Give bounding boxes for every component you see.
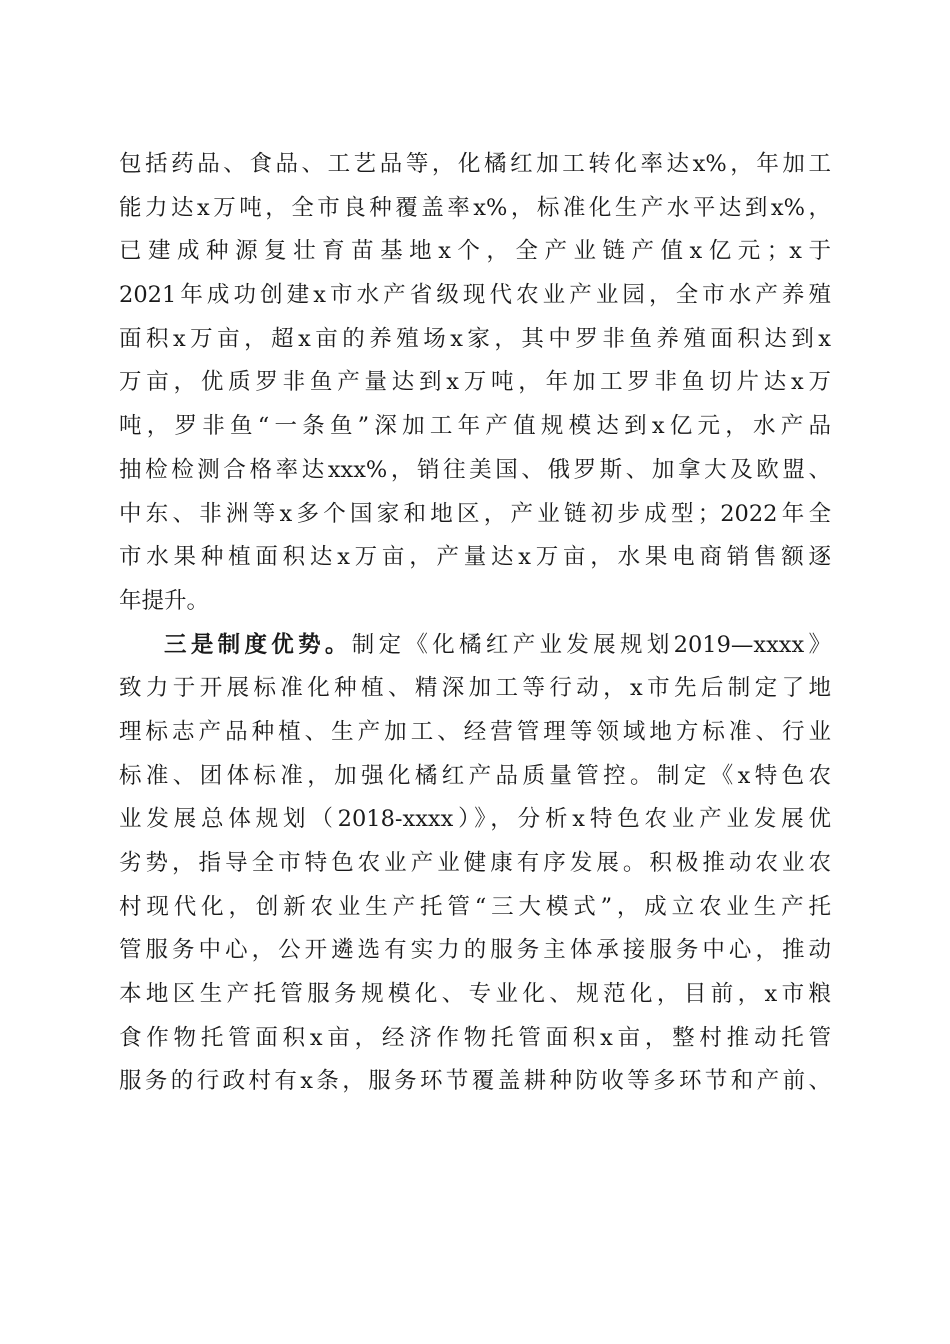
paragraph-line: 中东、非洲等x多个国家和地区，产业链初步成型；2022年全 xyxy=(119,500,831,527)
paragraph-line: 村现代化，创新农业生产托管“三大模式”，成立农业生产托 xyxy=(119,893,831,920)
section-3-first-line-text: 制定《化橘红产业发展规划2019—xxxx》 xyxy=(351,631,831,658)
paragraph-line: 理标志产品种植、生产加工、经营管理等领域地方标准、行业 xyxy=(119,718,831,745)
paragraph-line-last: 年提升。 xyxy=(119,587,210,614)
paragraph-line: 管服务中心，公开遴选有实力的服务主体承接服务中心，推动 xyxy=(119,937,831,964)
paragraph-line: 2021年成功创建x市水产省级现代农业产业园，全市水产养殖 xyxy=(119,282,831,309)
paragraph-line: 标准、团体标准，加强化橘红产品质量管控。制定《x特色农 xyxy=(119,762,831,789)
paragraph-line: 吨，罗非鱼“一条鱼”深加工年产值规模达到x亿元，水产品 xyxy=(119,413,831,440)
paragraph-line: 包括药品、食品、工艺品等，化橘红加工转化率达x%，年加工 xyxy=(119,151,831,177)
paragraph-line: 劣势，指导全市特色农业产业健康有序发展。积极推动农业农 xyxy=(119,850,831,876)
section-3-first-line xyxy=(119,624,831,668)
paragraph-line: 食作物托管面积x亩，经济作物托管面积x亩，整村推动托管 xyxy=(119,1024,831,1051)
paragraph-line: 能力达x万吨，全市良种覆盖率x%，标准化生产水平达到x%， xyxy=(119,194,831,221)
paragraph-line: 抽检检测合格率达xxx%，销往美国、俄罗斯、加拿大及欧盟、 xyxy=(119,456,831,483)
paragraph-line: 已建成种源复壮育苗基地x个，全产业链产值x亿元；x于 xyxy=(119,238,831,265)
paragraph-line: 服务的行政村有x条，服务环节覆盖耕种防收等多环节和产前、 xyxy=(119,1068,831,1095)
paragraph-line: 面积x万亩，超x亩的养殖场x家，其中罗非鱼养殖面积达到x xyxy=(119,325,831,352)
section-3-heading: 三是制度优势。 xyxy=(164,631,352,658)
paragraph-line: 万亩，优质罗非鱼产量达到x万吨，年加工罗非鱼切片达x万 xyxy=(119,369,831,396)
paragraph-line: 本地区生产托管服务规模化、专业化、规范化，目前，x市粮 xyxy=(119,981,831,1008)
document-body xyxy=(119,143,831,1104)
paragraph-line: 致力于开展标准化种植、精深加工等行动，x市先后制定了地 xyxy=(119,675,831,702)
paragraph-line: 业发展总体规划（2018-xxxx）》，分析x特色农业产业发展优 xyxy=(119,806,831,833)
paragraph-line: 市水果种植面积达x万亩，产量达x万亩，水果电商销售额逐 xyxy=(119,544,831,571)
